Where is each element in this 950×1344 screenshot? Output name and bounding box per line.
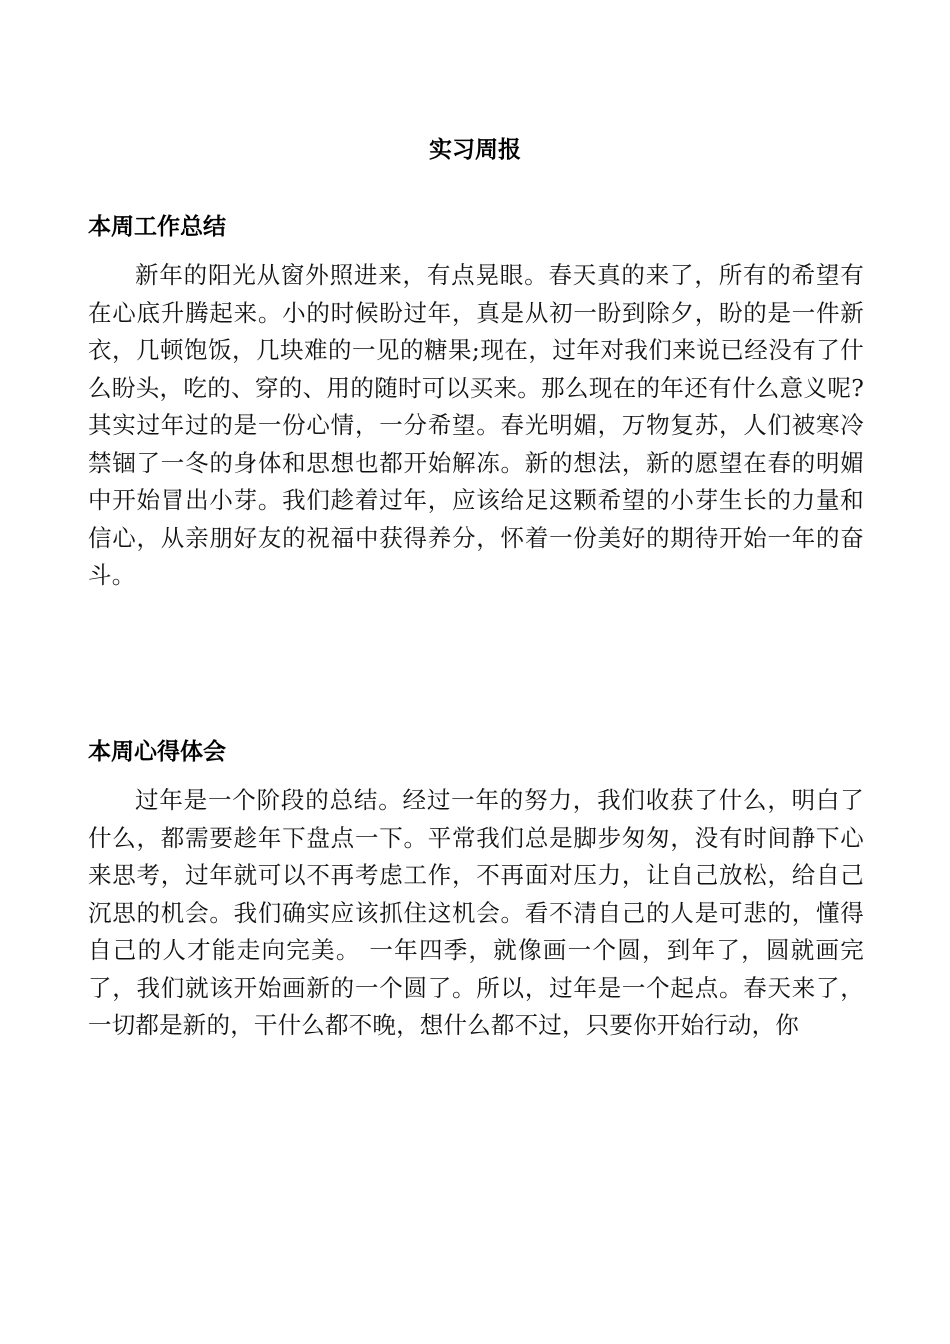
section-heading-work-summary: 本周工作总结 — [88, 214, 226, 240]
section-paragraph-work-summary: 新年的阳光从窗外照进来，有点晃眼。春天真的来了，所有的希望有在心底升腾起来。小的时候盼过年，真是从初一盼到除夕，盼的是一件新衣，几顿饱饭，几块难的一见的糖果;现在，过年对我们来说已经没有了什么盼头，吃的、穿的、用的随时可以买来。那么现在的年还有什么意义呢?其实过年过的是一份心情，一分希望。春光明媚，万物复苏，人们被寒冷禁锢了一冬的身体和思想也都开始解冻。新的想法，新的愿望在春的明媚中开始冒出小芽。我们趁着过年，应该给足这颗希望的小芽生长的力量和信心，从亲朋好友的祝福中获得养分，怀着一份美好的期待开始一年的奋斗。 — [88, 261, 864, 589]
document-title: 实习周报 — [429, 137, 521, 163]
section-paragraph-reflections: 过年是一个阶段的总结。经过一年的努力，我们收获了什么，明白了什么，都需要趁年下盘点一下。平常我们总是脚步匆匆，没有时间静下心来思考，过年就可以不再考虑工作，不再面对压力，让自己放松，给自己沉思的机会。我们确实应该抓住这机会。看不清自己的人是可悲的，懂得自己的人才能走向完美。 一年四季，就像画一个圆，到年了，圆就画完了，我们就该开始画新的一个圆了。所以，过年是一个起点。春天来了，一切都是新的，干什么都不晚，想什么都不过，只要你开始行动，你 — [88, 786, 864, 1039]
section-heading-reflections: 本周心得体会 — [88, 739, 226, 765]
